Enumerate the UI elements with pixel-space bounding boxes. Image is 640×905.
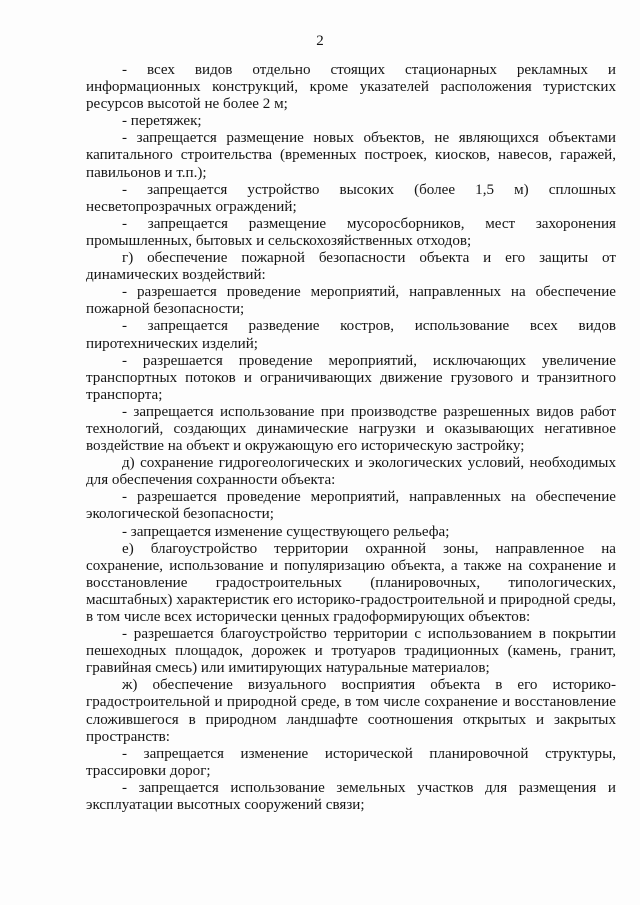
paragraph: - запрещается размещение мусоросборников, мест захоронения промышленных, бытовых и сельскохозяйственных отходов; xyxy=(86,215,616,249)
paragraph: - запрещается использование при производстве разрешенных видов работ технологий, создающих динамические нагрузки и оказывающих негативное воздействие на объект и окружающую его историческую застройку; xyxy=(86,403,616,455)
paragraph: - запрещается использование земельных участков для размещения и эксплуатации высотных сооружений связи; xyxy=(86,779,616,814)
page-number: 2 xyxy=(316,33,324,49)
paragraph: - всех видов отдельно стоящих стационарных рекламных и информационных конструкций, кроме указателей расположения туристских ресурсов высотой не более 2 м; xyxy=(86,62,616,113)
document-body xyxy=(86,62,616,814)
paragraph: - запрещается размещение новых объектов, не являющихся объектами капитального строительства (временных построек, киосков, навесов, гаражей, павильонов и т.п.); xyxy=(86,130,616,181)
paragraph: е) благоустройство территории охранной зоны, направленное на сохранение, использование и популяризацию объекта, а также на сохранение и восстановление градостроительных (планировочных, типологических, масштабных) характеристик его историко-градостроительной и природной среды, в том числе всех исторически ценных градоформирующих объектов: xyxy=(86,540,616,625)
paragraph: ж) обеспечение визуального восприятия объекта в его историко-градостроительной и природной среде, в том числе сохранение и восстановление сложившегося в природном ландшафте соотношения открытых и закрытых пространств: xyxy=(86,677,616,745)
paragraph: - разрешается проведение мероприятий, направленных на обеспечение пожарной безопасности; xyxy=(86,284,616,318)
paragraph: - разрешается проведение мероприятий, исключающих увеличение транспортных потоков и ограничивающих движение грузового и транзитного транспорта; xyxy=(86,352,616,403)
paragraph: - перетяжек; xyxy=(122,113,202,130)
paragraph: - запрещается изменение существующего рельефа; xyxy=(122,523,450,540)
paragraph: - разрешается благоустройство территории с использованием в покрытии пешеходных площадок, дорожек и тротуаров традиционных (камень, гранит, гравийная смесь) или имитирующих натуральные материалов; xyxy=(86,626,616,677)
paragraph: - запрещается устройство высоких (более 1,5 м) сплошных несветопрозрачных ограждений; xyxy=(86,181,616,215)
paragraph: г) обеспечение пожарной безопасности объекта и его защиты от динамических воздействий: xyxy=(86,250,616,284)
paragraph: - разрешается проведение мероприятий, направленных на обеспечение экологической безопасности; xyxy=(86,489,616,523)
paragraph: - запрещается разведение костров, использование всех видов пиротехнических изделий; xyxy=(86,318,616,352)
paragraph: - запрещается изменение исторической планировочной структуры, трассировки дорог; xyxy=(86,745,616,779)
paragraph: д) сохранение гидрогеологических и экологических условий, необходимых для обеспечения сохранности объекта: xyxy=(86,455,616,489)
